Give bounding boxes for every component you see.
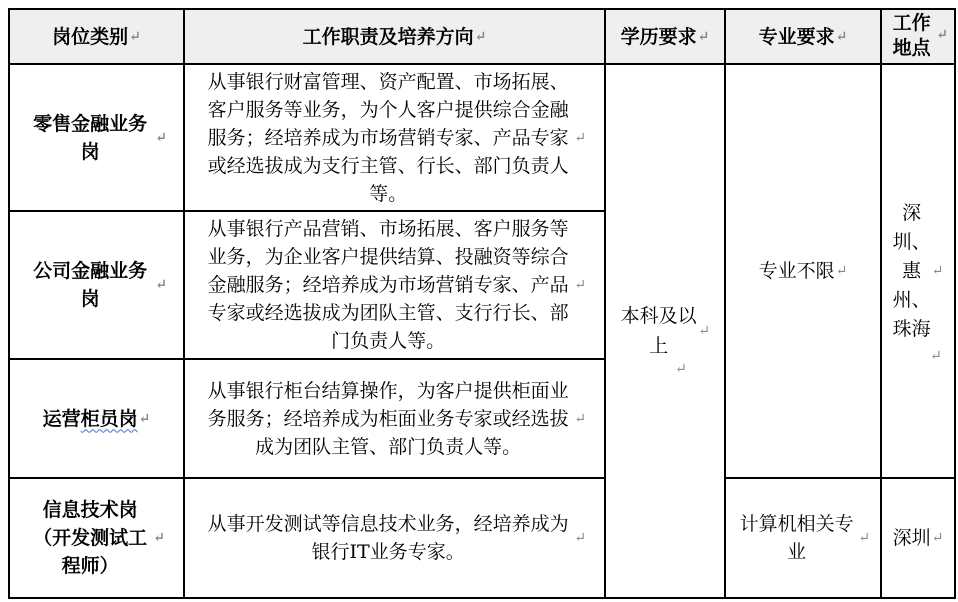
major-it-cell	[726, 479, 880, 597]
header-major	[726, 10, 880, 63]
row2-duties	[185, 212, 604, 358]
column-border-5	[880, 8, 882, 599]
paragraph-mark: ↵	[835, 263, 848, 279]
paragraph-mark: ↵	[574, 129, 586, 146]
header-major-text: 专业要求	[758, 25, 835, 48]
header-education	[606, 10, 724, 63]
row4-category-text: 信息技术岗（开发测试工程师）	[33, 499, 148, 577]
row1-duties-text: 从事银行财富管理、资产配置、市场拓展、客户服务等业务，为个人客户提供综合金融服务；经培养成为市场营销专家、产品专家或经选拔成为支行主管、行长、部门负责人等。	[207, 70, 569, 205]
row3-category-underlined: 柜员岗	[80, 407, 138, 430]
header-category-text: 岗位类别	[52, 25, 129, 48]
row3-category-prefix: 运营	[42, 407, 81, 430]
row4-duties	[185, 479, 604, 597]
header-education-text: 学历要求	[620, 25, 697, 48]
paragraph-mark: ↵	[153, 530, 165, 546]
row3-duties-text: 从事银行柜台结算操作，为客户提供柜面业务服务；经培养成为柜面业务专家或经选拔成为团队主管、部门负责人等。	[207, 379, 569, 458]
row1-duties	[185, 65, 604, 210]
row4-category	[10, 479, 183, 597]
header-category	[10, 10, 183, 63]
paragraph-mark: ↵	[858, 530, 870, 546]
paragraph-mark: ↵	[931, 262, 944, 279]
header-location-text: 工作地点	[892, 11, 931, 59]
location-it-text: 深圳	[892, 527, 931, 549]
paragraph-mark: ↵	[155, 129, 167, 146]
row3-duties	[185, 360, 604, 477]
row1-category-text: 零售金融业务岗	[33, 112, 148, 163]
paragraph-mark: ↵	[675, 361, 687, 377]
row2-category-text: 公司金融业务岗	[33, 260, 148, 310]
table-bottom-border	[8, 597, 956, 599]
header-location	[884, 8, 952, 63]
paragraph-mark: ↵	[936, 27, 948, 43]
header-duties-text: 工作职责及培养方向	[302, 25, 474, 48]
paragraph-mark: ↵	[835, 28, 848, 45]
paragraph-mark: ↵	[129, 28, 141, 45]
major-general-text: 专业不限	[758, 260, 835, 282]
location-general-cell	[884, 65, 952, 477]
paragraph-mark: ↵	[155, 277, 167, 293]
paragraph-mark: ↵	[930, 348, 942, 364]
paragraph-mark: ↵	[474, 28, 487, 45]
education-text: 本科及以上	[620, 305, 697, 357]
row4-duties-text: 从事开发测试等信息技术业务，经培养成为银行IT业务专家。	[207, 513, 569, 563]
header-duties	[185, 10, 604, 63]
row1-category	[10, 65, 183, 210]
column-border-6	[954, 8, 956, 599]
major-general-cell	[726, 65, 880, 477]
paragraph-mark: ↵	[574, 410, 586, 427]
row2-category	[10, 212, 183, 358]
paragraph-mark: ↵	[138, 410, 151, 427]
paragraph-mark: ↵	[698, 323, 710, 339]
paragraph-mark: ↵	[574, 530, 586, 546]
major-it-text: 计算机相关专业	[739, 513, 854, 563]
paragraph-mark: ↵	[931, 530, 944, 546]
row3-category	[10, 360, 183, 477]
location-general-text: 深圳、惠州、珠海	[892, 201, 931, 340]
location-it-cell	[884, 479, 952, 597]
paragraph-mark: ↵	[697, 28, 710, 45]
education-merged-cell	[606, 65, 724, 597]
row2-duties-text: 从事银行产品营销、市场拓展、客户服务等业务，为企业客户提供结算、投融资等综合金融服务；经培养成为市场营销专家、产品专家或经选拔成为团队主管、支行行长、部门负责人等。	[207, 218, 569, 352]
paragraph-mark: ↵	[574, 277, 586, 293]
